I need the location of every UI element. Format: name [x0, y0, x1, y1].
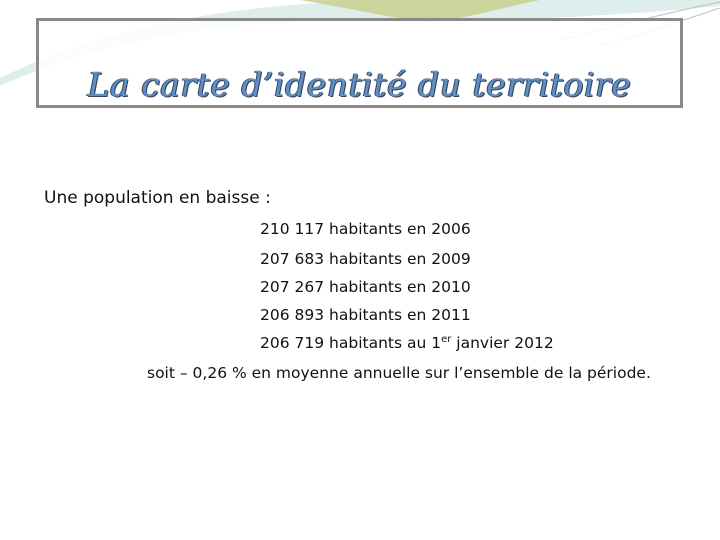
population-line [260, 250, 471, 268]
population-label: habitants en 2009 [324, 250, 471, 268]
summary-text: soit – 0,26 % en moyenne annuelle sur l’ensemble de la période. [147, 364, 651, 382]
population-figure: 206 719 [260, 334, 325, 352]
population-line [260, 278, 471, 296]
population-label: habitants en 2006 [324, 220, 471, 238]
ordinal-superscript: er [441, 334, 452, 345]
population-label: habitants en 2011 [324, 306, 471, 324]
population-figure: 207 683 [260, 250, 325, 268]
slide-title: La carte d’identité du territoire [87, 65, 632, 104]
population-figure: 206 893 [260, 306, 325, 324]
population-figure: 210 117 [260, 220, 325, 238]
population-date-suffix: janvier 2012 [451, 334, 554, 352]
population-line [260, 334, 554, 352]
population-label: habitants en 2010 [324, 278, 471, 296]
population-line [260, 220, 471, 238]
population-line [260, 306, 471, 324]
population-label: habitants au 1 [324, 334, 442, 352]
intro-text: Une population en baisse : [44, 188, 271, 208]
population-figure: 207 267 [260, 278, 325, 296]
